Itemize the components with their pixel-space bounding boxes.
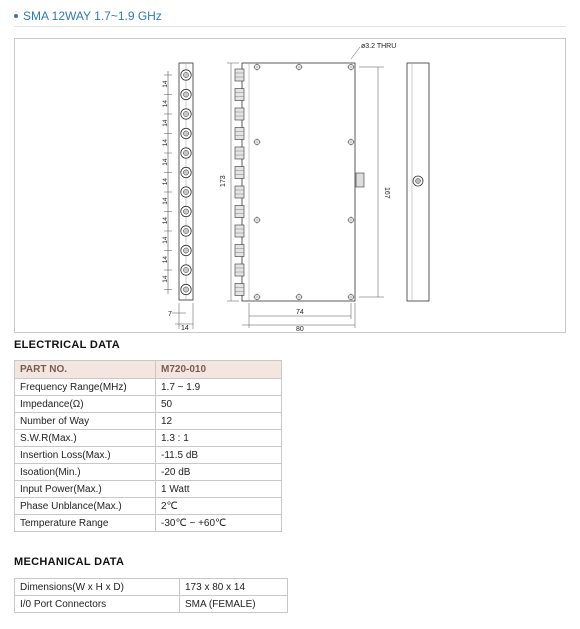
row-value: 1 Watt [156, 481, 282, 498]
row-value: -20 dB [156, 464, 282, 481]
row-label: Insertion Loss(Max.) [15, 447, 156, 464]
mechanical-rows [15, 579, 288, 613]
mounting-hole-icon [347, 293, 355, 301]
part-no-label: PART NO. [15, 361, 156, 379]
mounting-hole-icon [295, 293, 303, 301]
sma-connector-icon [181, 70, 191, 80]
output-port [235, 186, 244, 198]
mechanical-drawing [15, 39, 565, 332]
row-label: Frequency Range(MHz) [15, 379, 156, 396]
table-row [15, 498, 282, 515]
row-label: Phase Unblance(Max.) [15, 498, 156, 515]
mounting-hole-icon [347, 216, 355, 224]
row-value: 2℃ [156, 498, 282, 515]
dim-height-total: 173 [220, 175, 227, 187]
pitch-label: 14 [162, 80, 169, 88]
row-label: Impedance(Ω) [15, 396, 156, 413]
row-value: 173 x 80 x 14 [180, 579, 288, 596]
pitch-label: 14 [162, 275, 169, 283]
title-divider [14, 26, 566, 27]
row-label: Number of Way [15, 413, 156, 430]
row-value: -30℃ ~ +60℃ [156, 515, 282, 532]
pitch-label: 14 [162, 178, 169, 186]
mechanical-data-table [14, 578, 288, 613]
pitch-label: 14 [162, 119, 169, 127]
output-port [235, 128, 244, 140]
row-value: 1.7 ~ 1.9 [156, 379, 282, 396]
dim-width-total: 80 [296, 326, 304, 332]
bullet-icon [14, 14, 18, 18]
pitch-label: 14 [162, 217, 169, 225]
mounting-hole-icon [253, 63, 261, 71]
sma-connector-icon [181, 245, 191, 255]
output-port [235, 264, 244, 276]
sma-connector-icon [181, 226, 191, 236]
output-port [235, 206, 244, 218]
output-port [235, 89, 244, 101]
page-title [14, 9, 162, 23]
row-value: -11.5 dB [156, 447, 282, 464]
front-view [242, 63, 355, 301]
table-row [15, 579, 288, 596]
sma-connector-icon [181, 167, 191, 177]
table-row [15, 464, 282, 481]
pitch-label: 14 [162, 197, 169, 205]
pitch-label: 14 [162, 100, 169, 108]
mounting-hole-icon [295, 63, 303, 71]
row-label: Input Power(Max.) [15, 481, 156, 498]
sma-connector-icon [181, 109, 191, 119]
mechanical-drawing-frame [14, 38, 566, 333]
sma-connector-icon [181, 265, 191, 275]
row-label: S.W.R(Max.) [15, 430, 156, 447]
row-value: 50 [156, 396, 282, 413]
output-port [235, 147, 244, 159]
table-row [15, 413, 282, 430]
input-port [356, 173, 364, 187]
row-label: Dimensions(W x H x D) [15, 579, 180, 596]
mounting-hole-icon [253, 216, 261, 224]
output-port [235, 69, 244, 81]
output-port [235, 225, 244, 237]
row-value: SMA (FEMALE) [180, 596, 288, 613]
page-title-text: SMA 12WAY 1.7~1.9 GHz [23, 9, 162, 23]
table-row [15, 481, 282, 498]
sma-connector-icon [181, 187, 191, 197]
electrical-data-table [14, 360, 282, 532]
output-port [235, 108, 244, 120]
right-input-connector [413, 176, 423, 186]
row-label: Isoation(Min.) [15, 464, 156, 481]
sma-connector-icon [181, 128, 191, 138]
dim-width-inner: 74 [296, 309, 304, 316]
dim-depth-total: 14 [181, 325, 189, 332]
mounting-hole-icon [253, 138, 261, 146]
table-row [15, 379, 282, 396]
output-port [235, 167, 244, 179]
pitch-label: 14 [162, 158, 169, 166]
output-port [235, 284, 244, 296]
dim-depth-small: 7 [168, 311, 172, 318]
mounting-hole-icon [347, 138, 355, 146]
hole-note: ø3.2 THRU [361, 43, 397, 50]
table-row [15, 396, 282, 413]
row-label: I/0 Port Connectors [15, 596, 180, 613]
electrical-data-heading: ELECTRICAL DATA [14, 339, 120, 351]
output-port [235, 245, 244, 257]
table-row [15, 430, 282, 447]
row-value: 1.3 : 1 [156, 430, 282, 447]
mechanical-data-heading: MECHANICAL DATA [14, 556, 125, 568]
sma-connector-icon [181, 89, 191, 99]
table-header-row [15, 361, 282, 379]
table-row [15, 515, 282, 532]
row-label: Temperature Range [15, 515, 156, 532]
table-row [15, 447, 282, 464]
part-no-value: M720-010 [156, 361, 282, 379]
table-row [15, 596, 288, 613]
mounting-hole-icon [253, 293, 261, 301]
mounting-holes [253, 63, 355, 301]
sma-connector-icon [181, 148, 191, 158]
row-value: 12 [156, 413, 282, 430]
pitch-label: 14 [162, 236, 169, 244]
sma-connector-icon [181, 206, 191, 216]
electrical-rows [15, 379, 282, 532]
dim-height-inner: 167 [383, 187, 390, 199]
mounting-hole-icon [347, 63, 355, 71]
pitch-label: 14 [162, 256, 169, 264]
pitch-label: 14 [162, 139, 169, 147]
sma-connector-icon [181, 284, 191, 294]
front-output-ports [235, 69, 244, 296]
